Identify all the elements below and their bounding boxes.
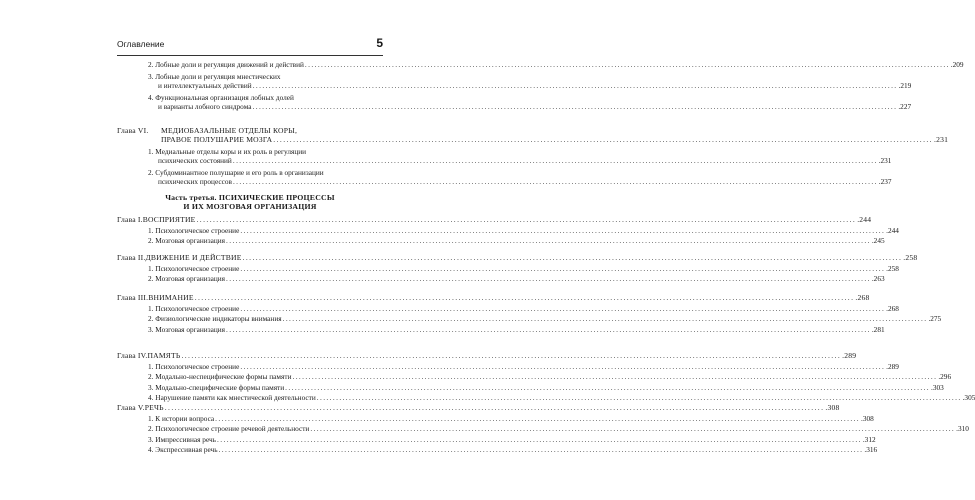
toc-item-text: 1. Психологическое строение: [148, 225, 240, 235]
toc-item: [148, 424, 969, 433]
leader-dots: ........................................................................................................................................................................................................: [316, 393, 962, 402]
leader-dots: ........................................................................................................................................................................................................: [242, 253, 903, 262]
toc-item: [148, 147, 306, 156]
leader-dots: ........................................................................................................................................................................................................: [285, 382, 930, 392]
leader-dots: ........................................................................................................................................................................................................: [226, 324, 871, 334]
toc-item-text: 2. Физиологические индикаторы внимания: [148, 314, 282, 323]
toc-item-text: 4. Нарушение памяти как мнестической деятельности: [148, 393, 316, 402]
leader-dots: ........................................................................................................................................................................................................: [215, 413, 860, 423]
toc-item-page: .289: [886, 361, 899, 371]
toc-item-text: 2. Мозговая организация: [148, 274, 225, 283]
toc-item-page: .268: [886, 303, 899, 313]
toc-item: [158, 102, 912, 111]
toc-item-text: 1. Психологическое строение: [148, 361, 240, 371]
toc-item: [148, 413, 874, 423]
leader-dots: ........................................................................................................................................................................................................: [252, 81, 898, 90]
toc-item: [148, 303, 899, 313]
toc-item: [158, 177, 892, 186]
toc-item-page: .316: [864, 445, 878, 454]
toc-item-page: .263: [871, 274, 885, 283]
leader-dots: ........................................................................................................................................................................................................: [310, 424, 956, 433]
chapter-title: ПАМЯТЬ: [147, 351, 181, 360]
toc-item: [148, 236, 885, 245]
toc-item-text: психических состояний: [158, 156, 232, 165]
toc-item: [148, 72, 281, 81]
toc-item: [148, 168, 324, 177]
toc-item-text: 1. Психологическое строение: [148, 263, 240, 273]
toc-item-text: 3. Модально-специфические формы памяти: [148, 382, 285, 392]
toc-item-page: .237: [878, 177, 892, 186]
chapter-heading-text: ПРАВОЕ ПОЛУШАРИЕ МОЗГА: [161, 135, 273, 144]
toc-item-page: .244: [886, 225, 899, 235]
toc-item-text: 2. Психологическое строение речевой деятельности: [148, 424, 310, 433]
toc-item-page: .296: [938, 372, 952, 381]
toc-item-page: .231: [878, 156, 892, 165]
toc-item-text: 1. К истории вопроса: [148, 413, 215, 423]
chapter-title: ВОСПРИЯТИЕ: [142, 215, 196, 224]
chapter-number: Глава II.: [117, 253, 146, 262]
leader-dots: ........................................................................................................................................................................................................: [273, 135, 933, 144]
toc-item: [148, 93, 294, 102]
leader-dots: ........................................................................................................................................................................................................: [252, 102, 898, 111]
toc-item: [148, 324, 885, 334]
toc-item-text: 3. Мозговая организация: [148, 324, 225, 334]
toc-item-page: .308: [861, 413, 874, 423]
toc-item-text: 3. Импрессивная речь: [148, 434, 217, 444]
chapter-heading: [117, 253, 918, 262]
header-title: Оглавление: [117, 39, 165, 49]
leader-dots: ........................................................................................................................................................................................................: [240, 303, 886, 313]
toc-item-text: 4. Функциональная организация лобных долей: [148, 93, 294, 102]
leader-dots: ........................................................................................................................................................................................................: [240, 263, 886, 273]
toc-item-text: и интеллектуальных действий: [158, 81, 252, 90]
chapter-number: Глава I.: [117, 215, 143, 224]
toc-item: [148, 60, 964, 69]
leader-dots: ........................................................................................................................................................................................................: [218, 445, 864, 454]
toc-item: [158, 156, 892, 165]
toc-item: [148, 372, 952, 381]
toc-item-text: 2. Лобные доли и регуляция движений и действий: [148, 60, 304, 69]
chapter-page: .268: [855, 293, 870, 302]
toc-item: [158, 81, 912, 90]
toc-item-text: 3. Лобные доли и регуляция мнестических: [148, 72, 281, 81]
toc-item-page: .258: [886, 263, 899, 273]
toc-item: [148, 274, 885, 283]
page-number: 5: [376, 36, 383, 50]
toc-item-page: .209: [950, 60, 964, 69]
toc-item-page: .281: [871, 324, 885, 334]
leader-dots: ........................................................................................................................................................................................................: [232, 177, 878, 186]
leader-dots: ........................................................................................................................................................................................................: [240, 361, 886, 371]
leader-dots: ........................................................................................................................................................................................................: [194, 293, 855, 302]
chapter-page: .308: [825, 403, 840, 412]
toc-item-text: 1. Психологическое строение: [148, 303, 240, 313]
chapter-title: МЕДИОБАЗАЛЬНЫЕ ОТДЕЛЫ КОРЫ,: [161, 126, 298, 135]
chapter-number: Глава VI.: [117, 126, 149, 135]
leader-dots: ........................................................................................................................................................................................................: [304, 60, 950, 69]
toc-item-text: 2. Модально-неспецифические формы памяти: [148, 372, 292, 381]
toc-item-text: 1. Медиальные отделы коры и их роль в регуляции: [148, 147, 307, 156]
chapter-page: .258: [903, 253, 918, 262]
toc-item-page: .227: [898, 102, 912, 111]
chapter-heading: [117, 126, 297, 135]
chapter-number: Глава V.: [117, 403, 145, 412]
toc-item-page: .305: [962, 393, 975, 402]
leader-dots: ........................................................................................................................................................................................................: [282, 314, 928, 323]
chapter-heading: [161, 135, 949, 144]
toc-item-text: психических процессов: [158, 177, 232, 186]
chapter-page: .289: [842, 351, 857, 360]
toc-item: [148, 382, 944, 392]
chapter-number: Глава III.: [117, 293, 149, 302]
toc-item-text: 2. Мозговая организация: [148, 236, 225, 245]
leader-dots: ........................................................................................................................................................................................................: [292, 372, 938, 381]
toc-item-page: .303: [931, 382, 944, 392]
toc-item: [148, 225, 899, 235]
toc-item: [148, 263, 899, 273]
chapter-title: ВНИМАНИЕ: [148, 293, 194, 302]
toc-item-page: .219: [898, 81, 912, 90]
chapter-heading: [117, 215, 872, 224]
chapter-title: ДВИЖЕНИЕ И ДЕЙСТВИЕ: [145, 253, 242, 262]
leader-dots: ........................................................................................................................................................................................................: [196, 215, 857, 224]
part-title: Часть третья. ПСИХИЧЕСКИЕ ПРОЦЕССЫ: [165, 193, 335, 202]
toc-item-text: и варианты лобного синдрома: [158, 102, 252, 111]
toc-item-page: .275: [928, 314, 942, 323]
toc-item: [148, 445, 878, 454]
toc-item-page: .310: [956, 424, 969, 433]
toc-item: [148, 393, 975, 402]
toc-item: [148, 314, 942, 323]
leader-dots: ........................................................................................................................................................................................................: [232, 156, 878, 165]
chapter-page: .244: [857, 215, 872, 224]
chapter-heading: [117, 403, 840, 412]
toc-item-text: 4. Экспрессивная речь: [148, 445, 218, 454]
part-title: И ИХ МОЗГОВАЯ ОРГАНИЗАЦИЯ: [183, 202, 317, 211]
toc-item-page: .312: [862, 434, 876, 444]
leader-dots: ........................................................................................................................................................................................................: [217, 434, 862, 444]
toc-item-text: 2. Субдоминантное полушарие и его роль в организации: [148, 168, 324, 177]
chapter-heading: [117, 293, 870, 302]
toc-item: [148, 361, 899, 371]
chapter-title: РЕЧЬ: [144, 403, 164, 412]
leader-dots: ........................................................................................................................................................................................................: [164, 403, 825, 412]
toc-item-page: .245: [871, 236, 885, 245]
chapter-heading: [117, 351, 857, 360]
chapter-number: Глава IV.: [117, 351, 148, 360]
leader-dots: ........................................................................................................................................................................................................: [240, 225, 886, 235]
leader-dots: ........................................................................................................................................................................................................: [226, 274, 871, 283]
chapter-heading-page: .231: [933, 135, 949, 144]
leader-dots: ........................................................................................................................................................................................................: [181, 351, 842, 360]
leader-dots: ........................................................................................................................................................................................................: [226, 236, 871, 245]
toc-item: [148, 434, 876, 444]
